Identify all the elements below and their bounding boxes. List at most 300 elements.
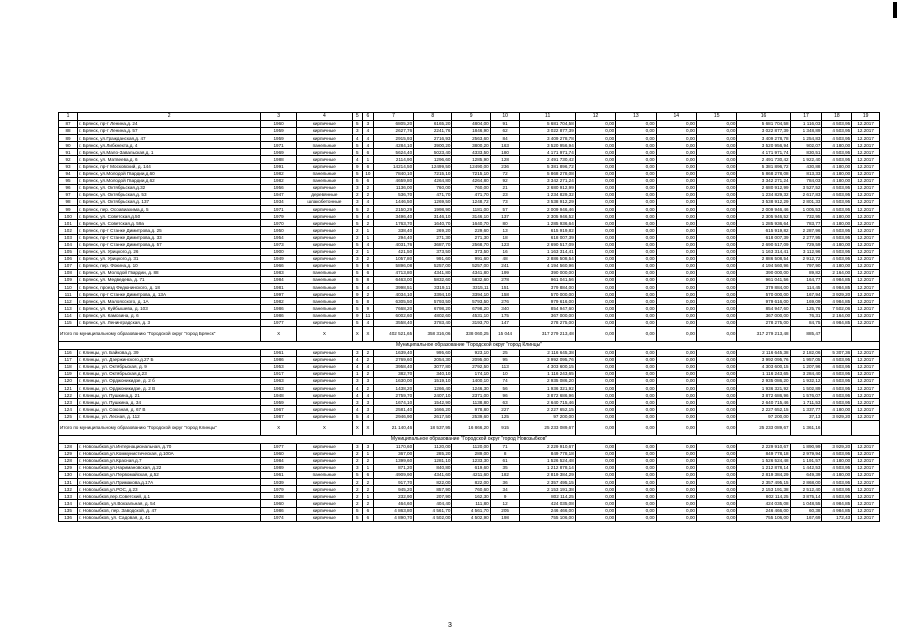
table-cell: 0,00 bbox=[575, 392, 615, 399]
table-cell: 2 164,00 bbox=[822, 269, 852, 276]
table-cell: 1974 bbox=[261, 514, 297, 521]
table-cell: 0,00 bbox=[575, 443, 615, 450]
table-cell: 471,70 bbox=[452, 191, 490, 198]
table-cell: 105 bbox=[59, 248, 78, 255]
table-cell: 0,00 bbox=[616, 319, 656, 326]
table-cell: 0,00 bbox=[616, 177, 656, 184]
table-cell: 1917 bbox=[261, 371, 297, 378]
table-cell: X bbox=[352, 420, 363, 435]
table-cell: 0,00 bbox=[616, 349, 656, 356]
table-cell: 3687,70 bbox=[414, 241, 452, 248]
table-row bbox=[59, 191, 880, 198]
table-cell: 379 884,00 bbox=[737, 284, 790, 291]
table-cell: 96 bbox=[490, 392, 520, 399]
table-cell: 3 bbox=[352, 349, 363, 356]
table-cell: 21 bbox=[490, 184, 520, 191]
table-cell: 12.2017 bbox=[852, 514, 880, 521]
table-cell: 4 180,00 bbox=[822, 472, 852, 479]
table-cell: 3 992 095,76 bbox=[520, 356, 575, 363]
table-cell: 3 bbox=[363, 121, 374, 128]
table-cell: 0,00 bbox=[575, 312, 615, 319]
table-cell: 2915,93 bbox=[373, 135, 413, 142]
table-cell: 0,00 bbox=[575, 262, 615, 269]
table-cell: 12.2017 bbox=[852, 493, 880, 500]
table-cell: 16 bbox=[490, 248, 520, 255]
table-cell: 4 503,95 bbox=[822, 371, 852, 378]
table-cell: кирпичные bbox=[297, 121, 352, 128]
table-cell: 158 bbox=[490, 291, 520, 298]
table-cell: 8 bbox=[490, 450, 520, 457]
table-cell: 2946,90 bbox=[373, 413, 413, 420]
table-cell: г. Брянск, пр-т Станке Димитрова,д. 25 bbox=[78, 227, 261, 234]
table-cell: 4 503,95 bbox=[822, 227, 852, 234]
table-cell: 1982 bbox=[261, 170, 297, 177]
table-cell: 1248,72 bbox=[452, 199, 490, 206]
table-cell: 2716,93 bbox=[414, 135, 452, 142]
table-cell: 822,00 bbox=[452, 479, 490, 486]
table-cell: г. Брянск, пр-т Станке Димитрова,д. 33 bbox=[78, 234, 261, 241]
table-row bbox=[59, 255, 880, 262]
table-cell: панельные bbox=[297, 277, 352, 284]
table-cell: 1956 bbox=[261, 184, 297, 191]
table-cell: 115 bbox=[59, 319, 78, 326]
table-row bbox=[59, 142, 880, 149]
table-cell: 12.2017 bbox=[852, 305, 880, 312]
table-cell: 3 538 912,29 bbox=[520, 199, 575, 206]
table-cell: 0,00 bbox=[616, 184, 656, 191]
table-cell: 3315,11 bbox=[452, 284, 490, 291]
table-cell: 4 502,00 bbox=[414, 514, 452, 521]
table-cell: 91 bbox=[59, 149, 78, 156]
table-cell: 0,00 bbox=[697, 156, 737, 163]
table-cell: 1246,30 bbox=[452, 385, 490, 392]
table-cell: 5 bbox=[352, 170, 363, 177]
table-cell: 0,00 bbox=[656, 277, 696, 284]
table-cell: 4 502,90 bbox=[452, 514, 490, 521]
table-row bbox=[59, 170, 880, 177]
table-cell: 0,00 bbox=[575, 234, 615, 241]
table-cell: 12.2017 bbox=[852, 177, 880, 184]
table-cell: 338 060,25 bbox=[452, 326, 490, 341]
table-row bbox=[59, 413, 880, 420]
table-row bbox=[59, 298, 880, 305]
table-cell: 4802,60 bbox=[414, 312, 452, 319]
table-cell: 1948 bbox=[261, 392, 297, 399]
table-cell: 4211,60 bbox=[452, 472, 490, 479]
table-cell: кирпичные bbox=[297, 213, 352, 220]
table-cell: 5 bbox=[352, 206, 363, 213]
table-cell: 130 bbox=[59, 472, 78, 479]
table-cell: 3 bbox=[352, 464, 363, 471]
table-cell: 2 bbox=[352, 493, 363, 500]
table-cell: г. Брянск, ул. Октябрьская,д.32 bbox=[78, 184, 261, 191]
table-cell: 0,00 bbox=[656, 326, 696, 341]
table-cell: 2 bbox=[363, 385, 374, 392]
table-row bbox=[59, 149, 880, 156]
table-cell: 0,00 bbox=[616, 199, 656, 206]
table-cell: 102 bbox=[59, 227, 78, 234]
table-cell: 12 bbox=[575, 113, 615, 121]
table-cell: 0,00 bbox=[575, 507, 615, 514]
table-cell: г. Брянск, ул.Гражданская,д. 47 bbox=[78, 135, 261, 142]
table-cell: 103 bbox=[59, 234, 78, 241]
table-cell: 1630,00 bbox=[373, 378, 413, 385]
table-cell: 5 bbox=[352, 269, 363, 276]
table-cell: 1986 bbox=[261, 305, 297, 312]
table-cell: 12490,00 bbox=[452, 163, 490, 170]
table-cell: 802 114,25 bbox=[520, 493, 575, 500]
table-cell: 1987 bbox=[261, 413, 297, 420]
table-cell: 12.2017 bbox=[852, 472, 880, 479]
table-cell: 317 279 213,48 bbox=[737, 326, 790, 341]
table-cell: 5 bbox=[352, 213, 363, 220]
table-cell: 12.2017 bbox=[852, 500, 880, 507]
table-cell: X bbox=[352, 326, 363, 341]
table-cell: 2759,70 bbox=[373, 392, 413, 399]
table-cell: 6798,20 bbox=[414, 305, 452, 312]
table-row bbox=[59, 291, 880, 298]
table-cell: 0,00 bbox=[575, 464, 615, 471]
table-cell: 271,30 bbox=[414, 234, 452, 241]
table-cell: 0,00 bbox=[616, 291, 656, 298]
table-cell: 0,00 bbox=[656, 284, 696, 291]
table-cell: 5832,60 bbox=[452, 277, 490, 284]
table-cell: 2 bbox=[363, 184, 374, 191]
table-cell: 3 bbox=[352, 199, 363, 206]
table-cell: 0,00 bbox=[575, 177, 615, 184]
table-cell: 4 503,95 bbox=[822, 234, 852, 241]
table-cell: г. Брянск, пр-т Станке Димитрова, д. 13А bbox=[78, 291, 261, 298]
table-cell: г. Брянск, ул. Камозина, д. 6 bbox=[78, 312, 261, 319]
table-cell: 1982 bbox=[261, 177, 297, 184]
table-cell: 4031,76 bbox=[373, 241, 413, 248]
table-cell: 125,76 bbox=[790, 305, 822, 312]
table-cell: 2 617,83 bbox=[790, 191, 822, 198]
table-cell: 0,00 bbox=[697, 514, 737, 521]
table-cell: 1984 bbox=[261, 457, 297, 464]
table-cell: 0,00 bbox=[616, 399, 656, 406]
table-cell: 4 890,70 bbox=[373, 514, 413, 521]
table-cell: 0,00 bbox=[697, 319, 737, 326]
table-cell: 4 503,95 bbox=[822, 121, 852, 128]
table-cell: 100 bbox=[59, 213, 78, 220]
table-row bbox=[59, 500, 880, 507]
table-cell: 5 381 896,72 bbox=[737, 163, 790, 170]
table-cell: 979 616,00 bbox=[520, 298, 575, 305]
table-cell: 4 bbox=[363, 142, 374, 149]
table-cell: 2 912,72 bbox=[790, 255, 822, 262]
table-cell: 1 576,07 bbox=[790, 392, 822, 399]
table-cell: 0,00 bbox=[697, 191, 737, 198]
table-cell: 5 bbox=[352, 298, 363, 305]
table-cell: 0,00 bbox=[656, 170, 696, 177]
table-cell: 4713,80 bbox=[373, 269, 413, 276]
table-cell: 9 bbox=[363, 305, 374, 312]
table-cell: 3 bbox=[261, 113, 297, 121]
table-cell: 80 bbox=[490, 220, 520, 227]
table-cell: 0,00 bbox=[575, 255, 615, 262]
table-cell: 570 000,00 bbox=[520, 291, 575, 298]
table-cell: 0,00 bbox=[656, 227, 696, 234]
table-cell: 16 866,20 bbox=[452, 420, 490, 435]
table-cell: 5896,08 bbox=[373, 262, 413, 269]
table-row bbox=[59, 312, 880, 319]
table-cell: 2 935 086,20 bbox=[737, 378, 790, 385]
table-cell: 123 bbox=[59, 399, 78, 406]
table-cell: кирпичные bbox=[297, 319, 352, 326]
table-cell: кирпичные bbox=[297, 248, 352, 255]
table-cell: 12.2017 bbox=[852, 135, 880, 142]
table-cell: 0,00 bbox=[656, 248, 696, 255]
table-cell: 0,00 bbox=[656, 493, 696, 500]
table-cell: 25 233 089,67 bbox=[520, 420, 575, 435]
table-cell: 0,00 bbox=[697, 213, 737, 220]
table-cell: 618 007,39 bbox=[737, 234, 790, 241]
table-cell: 1519,10 bbox=[414, 378, 452, 385]
table-cell: 784,03 bbox=[790, 177, 822, 184]
table-cell: 1 890,99 bbox=[790, 443, 822, 450]
table-cell: 0,00 bbox=[697, 413, 737, 420]
table-cell: 0,00 bbox=[656, 378, 696, 385]
table-cell: 4 503,95 bbox=[822, 464, 852, 471]
table-row bbox=[59, 262, 880, 269]
table-cell: 8 bbox=[414, 113, 452, 121]
table-cell bbox=[852, 326, 880, 341]
table-cell: 4 503,95 bbox=[822, 149, 852, 156]
table-cell: 6 bbox=[363, 269, 374, 276]
table-cell: 0,00 bbox=[616, 227, 656, 234]
table-cell: 0,00 bbox=[616, 269, 656, 276]
table-cell: 0,00 bbox=[697, 406, 737, 413]
table-cell: 12.2017 bbox=[852, 507, 880, 514]
table-cell: 3 bbox=[363, 406, 374, 413]
table-cell: 5023,40 bbox=[414, 149, 452, 156]
table-cell: 0,00 bbox=[697, 349, 737, 356]
table-cell: 0,00 bbox=[575, 142, 615, 149]
table-cell: г. Брянск, пер. Осоавиахима,д. 5 bbox=[78, 206, 261, 213]
table-cell: 35 bbox=[490, 464, 520, 471]
table-cell: 4 984,85 bbox=[822, 298, 852, 305]
table-cell: 0,00 bbox=[616, 406, 656, 413]
table-cell: 87 bbox=[59, 121, 78, 128]
table-cell: 2 491 730,42 bbox=[520, 156, 575, 163]
table-cell: кирпичные bbox=[297, 479, 352, 486]
table-cell: 2 512,40 bbox=[790, 486, 822, 493]
table-cell: 338,40 bbox=[373, 227, 413, 234]
table-cell: 21 140,46 bbox=[373, 420, 413, 435]
table-cell: 72 bbox=[490, 170, 520, 177]
table-cell: 430,88 bbox=[790, 163, 822, 170]
table-cell: 12.2017 bbox=[852, 277, 880, 284]
table-cell: 2 690 517,09 bbox=[737, 241, 790, 248]
table-cell: 0,00 bbox=[656, 472, 696, 479]
table-cell: 5 bbox=[352, 413, 363, 420]
table-cell: 4 984,85 bbox=[822, 507, 852, 514]
table-cell: 0,00 bbox=[575, 291, 615, 298]
table-cell: 0,00 bbox=[697, 269, 737, 276]
table-cell: 1981 bbox=[261, 284, 297, 291]
table-cell: 2 819 384,29 bbox=[737, 472, 790, 479]
table-cell: 92 bbox=[490, 177, 520, 184]
table-cell: 98 bbox=[59, 199, 78, 206]
table-cell: 0,00 bbox=[697, 277, 737, 284]
table-cell: 129 bbox=[59, 464, 78, 471]
table-cell: г. Новозыбков, ул. Садовая, д. 41 bbox=[78, 514, 261, 521]
table-cell: 0,00 bbox=[575, 378, 615, 385]
table-cell: 0,00 bbox=[656, 356, 696, 363]
table-cell: 88 bbox=[59, 128, 78, 135]
table-cell: 2 bbox=[352, 191, 363, 198]
table-cell: 2 979,94 bbox=[790, 450, 822, 457]
table-cell: 367 000,00 bbox=[737, 312, 790, 319]
table-cell: 4 180,00 bbox=[822, 406, 852, 413]
table-cell: 379 884,00 bbox=[520, 284, 575, 291]
table-cell: 14 bbox=[656, 113, 696, 121]
table-cell: 109 bbox=[59, 277, 78, 284]
table-cell: 12.2017 bbox=[852, 319, 880, 326]
table-cell: 1 285 936,64 bbox=[520, 220, 575, 227]
table-cell: 133 bbox=[59, 493, 78, 500]
table-cell: 3783,40 bbox=[414, 319, 452, 326]
table-cell: 1 234 829,32 bbox=[737, 191, 790, 198]
table-cell: 0,00 bbox=[697, 241, 737, 248]
table-cell: 12.2017 bbox=[852, 291, 880, 298]
table-cell: 12.2017 bbox=[852, 241, 880, 248]
table-cell: г. Брянск, ул. Октябрьская,д. 137 bbox=[78, 199, 261, 206]
table-cell: 4 180,00 bbox=[822, 213, 852, 220]
table-cell: 0,00 bbox=[616, 255, 656, 262]
table-cell: 421,50 bbox=[373, 248, 413, 255]
table-cell: 536,70 bbox=[373, 191, 413, 198]
table-cell: 92 bbox=[59, 156, 78, 163]
table-row bbox=[59, 177, 880, 184]
table-cell: 1 957,05 bbox=[790, 356, 822, 363]
table-cell: 1 207,96 bbox=[790, 363, 822, 370]
table-cell: 1 234 829,32 bbox=[520, 191, 575, 198]
table-cell: кирпичные bbox=[297, 349, 352, 356]
table-cell: 1 bbox=[363, 450, 374, 457]
table-cell: 1285,90 bbox=[452, 156, 490, 163]
table-cell: 4 bbox=[352, 406, 363, 413]
table-cell: 118 bbox=[59, 363, 78, 370]
table-cell: 9 bbox=[452, 113, 490, 121]
table-cell: 1967 bbox=[261, 406, 297, 413]
table-cell: 18 bbox=[822, 113, 852, 121]
table-cell: 0,00 bbox=[656, 305, 696, 312]
table-cell: 2 bbox=[352, 234, 363, 241]
table-cell: панельные bbox=[297, 298, 352, 305]
table-row bbox=[59, 121, 880, 128]
table-cell: г. Новозыбков,ул.Интернациональная, д.70 bbox=[78, 443, 261, 450]
table-cell: 1181,00 bbox=[452, 206, 490, 213]
table-cell: 2 227 652,15 bbox=[737, 406, 790, 413]
table-cell: 0,00 bbox=[656, 149, 696, 156]
table-cell: 241 bbox=[490, 262, 520, 269]
table-cell: 5 868 278,08 bbox=[737, 170, 790, 177]
table-cell: кирпичные bbox=[297, 220, 352, 227]
table-cell: г. Брянск, пер. Фокина,д. 10 bbox=[78, 262, 261, 269]
table-cell: 12.2017 bbox=[852, 486, 880, 493]
table-cell: 182 bbox=[490, 472, 520, 479]
table-cell: 6 bbox=[363, 163, 374, 170]
table-cell: 0,00 bbox=[697, 262, 737, 269]
table-cell: 6798,20 bbox=[452, 305, 490, 312]
table-cell: 0,00 bbox=[575, 227, 615, 234]
table-cell: кирпичные bbox=[297, 128, 352, 135]
table-cell: 3 022 877,39 bbox=[520, 128, 575, 135]
table-cell: 122 bbox=[59, 392, 78, 399]
table-cell: 0,00 bbox=[575, 284, 615, 291]
table-cell: 12.2017 bbox=[852, 356, 880, 363]
table-cell: 1120,00 bbox=[452, 443, 490, 450]
table-cell: 91 bbox=[490, 121, 520, 128]
table-cell: панельные bbox=[297, 472, 352, 479]
table-cell: панельные bbox=[297, 177, 352, 184]
table-cell: 5 bbox=[352, 177, 363, 184]
table-cell: 4804,00 bbox=[452, 121, 490, 128]
table-cell: 12.2017 bbox=[852, 450, 880, 457]
section-title-row bbox=[59, 341, 880, 349]
table-cell: 99 bbox=[59, 206, 78, 213]
table-cell: 0,00 bbox=[656, 234, 696, 241]
table-cell: 1960 bbox=[261, 121, 297, 128]
table-cell: 1266,40 bbox=[414, 385, 452, 392]
table-cell: 106 bbox=[59, 255, 78, 262]
table-cell: 12.2017 bbox=[852, 191, 880, 198]
table-cell: 116 bbox=[59, 349, 78, 356]
table-cell: 1 116 243,65 bbox=[520, 371, 575, 378]
table-cell: 1973 bbox=[261, 241, 297, 248]
table-cell: 4 bbox=[363, 135, 374, 142]
table-cell: 9 bbox=[352, 291, 363, 298]
table-cell: кирпичные bbox=[297, 135, 352, 142]
table-cell: 205 bbox=[490, 507, 520, 514]
table-cell: 12.2017 bbox=[852, 170, 880, 177]
table-cell: 5 bbox=[352, 305, 363, 312]
table-cell: 3 bbox=[352, 443, 363, 450]
table-cell: кирпичные bbox=[297, 262, 352, 269]
table-cell: 114 bbox=[59, 312, 78, 319]
table-cell: 12.2017 bbox=[852, 248, 880, 255]
table-cell: 0,00 bbox=[616, 135, 656, 142]
table-cell: 5 bbox=[352, 507, 363, 514]
table-cell: 23 bbox=[490, 191, 520, 198]
table-cell: 2 bbox=[363, 291, 374, 298]
table-cell: 6805,20 bbox=[373, 121, 413, 128]
table-cell: 135 bbox=[59, 507, 78, 514]
table-cell: 4 180,00 bbox=[822, 262, 852, 269]
table-cell: 2 bbox=[363, 500, 374, 507]
table-cell: г. Брянск, ул.Молодой Гвардии,д.60 bbox=[78, 170, 261, 177]
table-cell: 1959 bbox=[261, 135, 297, 142]
table-cell: 0,00 bbox=[616, 220, 656, 227]
table-cell: 0,00 bbox=[656, 349, 696, 356]
table-cell: кирпичные bbox=[297, 291, 352, 298]
table-cell: кирпичные bbox=[297, 227, 352, 234]
table-cell: 97 200,00 bbox=[520, 413, 575, 420]
table-cell: кирпичные bbox=[297, 163, 352, 170]
table-cell: 12.2017 bbox=[852, 163, 880, 170]
table-cell: 0,00 bbox=[616, 486, 656, 493]
table-cell: 113 bbox=[490, 363, 520, 370]
table-cell: 1959 bbox=[261, 128, 297, 135]
table-cell: 4 194 560,96 bbox=[520, 262, 575, 269]
table-cell: 10 bbox=[490, 371, 520, 378]
table-cell: 1640,70 bbox=[414, 220, 452, 227]
table-cell: 12.2017 bbox=[852, 479, 880, 486]
table-cell: 4 503,95 bbox=[822, 356, 852, 363]
table-cell: 25 233 089,67 bbox=[737, 420, 790, 435]
